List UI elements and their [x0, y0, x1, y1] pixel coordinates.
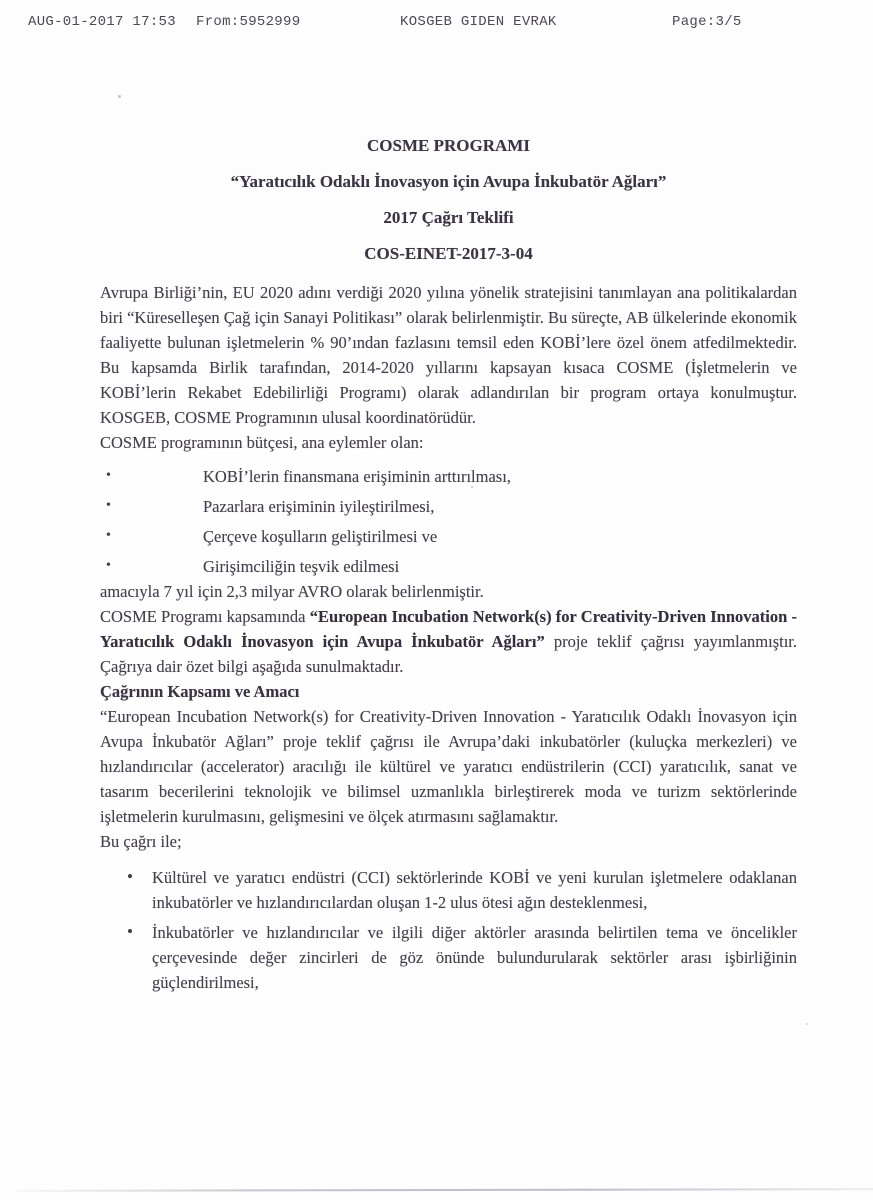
bullet-icon: • — [106, 528, 111, 543]
bullet-icon: • — [127, 922, 133, 941]
bullet-icon: • — [106, 498, 111, 513]
scope-paragraph: “European Incubation Network(s) for Creativity-Driven Innovation - Yaratıcılık Odaklı İnovasyon için Avupa İnkubatör Ağları” proje teklif çağrısı ile Avrupa’daki inkubatörler (kuluçka merkezleri) ve hızlandırıcılar (accelerator) aracılığı ile kültürel ve yaratıcı endüstrilerin (CCI) yaratıcılık, sanat ve tasarım becerilerini teknolojik ve bilimsel uzmanlıkla birleştirerek moda ve turizm sektörlerinde işletmelerin kurulmasını, gelişmesini ve ölçek atırmasını sağlamaktır. — [100, 707, 797, 826]
bullet-icon: • — [127, 867, 133, 886]
document-title: COSME PROGRAMI — [367, 136, 530, 155]
cosme-actions-list — [100, 464, 797, 579]
action-item-text: Girişimciliğin teşvik edilmesi — [203, 557, 400, 576]
intro-paragraph: Avrupa Birliği’nin, EU 2020 adını verdiği 2020 yılına yönelik stratejisini tanımlayan ana politikalardan biri “Küreselleşen Çağ için Sanayi Politikası” olarak belirlenmiştir. Bu süreçte, AB ülkelerinde ekonomik faaliyette bulunan işletmelerin % 90’ından fazlasını temsil eden KOBİ’lere özel önem atfedilmektedir. Bu kapsamda Birlik tarafından, 2014-2020 yıllarını kapsayan kısaca COSME (İşletmelerin ve KOBİ’lerin Rekabet Edebilirliği Programı) olarak adlandırılan bir program ortaya konulmuştur. KOSGEB, COSME Programının ulusal koordinatörüdür. — [100, 283, 797, 427]
call-announcement-paragraph: COSME Programı kapsamında “European Incubation Network(s) for Creativity-Driven Innovation - Yaratıcılık Odaklı İnovasyon için Avupa İnkubatör Ağları” proje teklif çağrısı yayımlanmıştır. Çağrıya dair özet bilgi aşağıda sunulmaktadır. — [100, 607, 797, 676]
list-item — [100, 494, 797, 519]
fax-transmission-header — [0, 14, 873, 36]
document-body — [100, 136, 797, 995]
call-objectives-list — [100, 865, 797, 995]
section-heading-scope: Çağrının Kapsamı ve Amacı — [100, 682, 300, 701]
bullet-icon: • — [106, 468, 111, 483]
list-item — [100, 865, 797, 915]
scan-speck-artifact — [118, 95, 121, 98]
fax-datetime: AUG-01-2017 17:53 — [28, 14, 176, 30]
scan-edge-line — [16, 1188, 873, 1192]
fax-sender-number: From:5952999 — [196, 14, 301, 30]
list-item — [100, 464, 797, 489]
budget-intro-line: COSME programının bütçesi, ana eylemler olan: — [100, 433, 424, 452]
scan-speck-artifact — [806, 1023, 808, 1025]
action-item-text: Çerçeve koşulların geliştirilmesi ve — [203, 527, 438, 546]
call-year-title: 2017 Çağrı Teklifi — [383, 208, 514, 227]
call-code: COS-EINET-2017-3-04 — [364, 244, 533, 263]
list-item — [100, 554, 797, 579]
scan-speck-artifact — [471, 486, 473, 488]
bullet-icon: • — [106, 558, 111, 573]
fax-subject: KOSGEB GIDEN EVRAK — [400, 14, 557, 30]
call-intro-line: Bu çağrı ile; — [100, 832, 182, 851]
action-item-text: Pazarlara erişiminin iyileştirilmesi, — [203, 497, 435, 516]
call-item-text: İnkubatörler ve hızlandırıcılar ve ilgili diğer aktörler arasında belirtilen tema ve öncelikler çerçevesinde değer zincirleri de göz önünde bulundurularak sektörler arası işbirliğinin güçlendirilmesi, — [152, 923, 797, 992]
list-item — [100, 524, 797, 549]
document-subtitle: “Yaratıcılık Odaklı İnovasyon için Avupa İnkubatör Ağları” — [230, 172, 667, 191]
action-item-text: KOBİ’lerin finansmana erişiminin arttırılması, — [203, 467, 511, 486]
budget-amount-line: amacıyla 7 yıl için 2,3 milyar AVRO olarak belirlenmiştir. — [100, 582, 484, 601]
call-item-text: Kültürel ve yaratıcı endüstri (CCI) sektörlerinde KOBİ ve yeni kurulan işletmelere odaklanan inkubatörler ve hızlandırıcılardan oluşan 1-2 ulus ötesi ağın desteklenmesi, — [152, 868, 797, 912]
list-item — [100, 920, 797, 995]
fax-page-indicator: Page:3/5 — [672, 14, 742, 30]
